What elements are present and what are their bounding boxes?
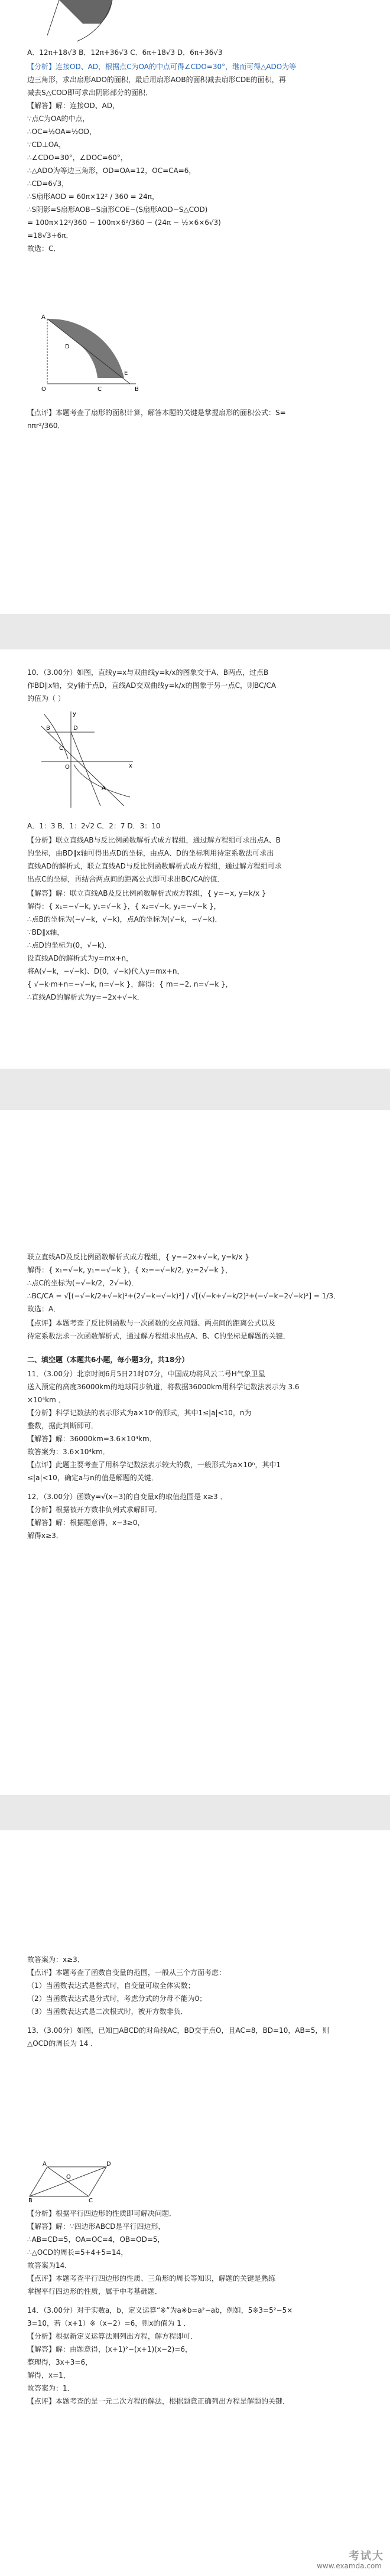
label-x: x: [129, 763, 132, 769]
question-line: 12．（3.00分）函数y=√(x−3)的自变量x的取值范围是 x≥3 ．: [27, 1493, 228, 1501]
analysis-line: 【分析】根据平行四边形的性质即可解决问题．: [27, 2209, 177, 2218]
solution-line: 故选：A．: [27, 1305, 61, 1313]
comment-line: 【点评】本题考查了扇形的面积计算，解答本题的关键是掌握扇形的面积公式：S=: [27, 409, 286, 417]
solution-line: 解得x≥3．: [27, 1532, 63, 1540]
analysis-line: 【分析】根据新定义运算法则列出方程，解方程即可．: [27, 2332, 198, 2340]
figure-hyperbola: [35, 709, 136, 809]
solution-line: 故答案为14．: [27, 2261, 72, 2270]
label-a: A: [43, 2161, 47, 2167]
label-o: O: [65, 764, 70, 770]
solution-line: 【解答】解：由题意得，(x+1)²−(x+1)(x−2)=6，: [27, 2345, 193, 2353]
solution-line: ∴S扇形AOD = 60π×12² / 360 = 24π，: [27, 192, 160, 201]
section-title: 二、填空题（本题共6小题，每小题3分，共18分）: [27, 1356, 189, 1364]
question-11: [27, 1369, 372, 1483]
figure-sector-top: [41, 0, 130, 43]
label-y: y: [73, 711, 76, 717]
comment-line: ≤|a|<10，确定a与n的值是解题的关键．: [27, 1474, 158, 1482]
solution-q9: [27, 100, 372, 254]
label-e: E: [124, 370, 128, 377]
solution-line: 【解答】解：连接OD、AD，: [27, 102, 120, 110]
analysis-q10: [27, 835, 372, 884]
analysis-line: 整数，据此判断即可．: [27, 1422, 99, 1430]
solution-line: 【解答】解：联立直线AB及反比例函数解析式成方程组，{ y=−x, y=k/x }: [27, 889, 266, 897]
analysis-line: 边三角形，求出扇形ADO的面积，最后用扇形AOB的面积减去扇形CDE的面积，再: [27, 76, 286, 84]
question-line: 的值为（ ）: [27, 694, 65, 703]
question-14: [27, 2305, 372, 2407]
solution-line: 故答案为：3.6×10⁴km．: [27, 1448, 110, 1456]
solution-line: ∴S阴影=S扇形AOB−S扇形COE−(S扇形AOD−S△COD): [27, 205, 208, 214]
options-q9: A．12π+18√3 B．12π+36√3 C．6π+18√3 D．6π+36√3: [27, 48, 223, 57]
comment-line: 待定系数法求一次函数解析式，通过解方程组求出点A、B、C的坐标是解题的关键．: [27, 1332, 290, 1340]
question-line: 14．（3.00分）对于实数a，b，定义运算“※”为a※b=a²−ab，例如，5※3=5²−5×: [27, 2306, 293, 2314]
label-b: B: [135, 386, 139, 393]
question-12: [27, 1491, 372, 1541]
solution-line: ∴直线AD的解析式为y=−2x+√−k．: [27, 993, 144, 1001]
analysis-line: 的坐标，由BD∥x轴可得出点D的坐标，由点A、D的坐标利用待定系数法可求出: [27, 849, 274, 857]
analysis-q9: [27, 61, 372, 98]
solution-line: ∴CD=6√3，: [27, 179, 69, 188]
analysis-line: 【分析】连接OD、AD，根据点C为OA的中点可得∠CDO=30°，继而可得△ADO为等: [27, 63, 297, 71]
label-b: B: [28, 2198, 32, 2204]
watermark-url: www.examda.com: [317, 2562, 382, 2570]
solution-line: 故答案为：1．: [27, 2384, 74, 2392]
solution-line: ∴OC=½OA=½OD，: [27, 128, 96, 136]
comment-line: 【点评】本题考查了反比例函数与一次函数的交点问题、两点间的距离公式以及: [27, 1319, 276, 1327]
question-line: △OCD的周长为 14 ．: [27, 2039, 98, 2048]
solution-line: 【解答】解：36000km=3.6×10⁴km．: [27, 1435, 157, 1443]
solution-line: ∴BC/CA = √[(−√−k/2+√−k)²+(2√−k−√−k)²] / √[(√−k+√−k/2)²+(−√−k−2√−k)²] = 1/3．: [27, 1292, 340, 1300]
label-c: C: [89, 2198, 93, 2204]
question-line: 作BD∥x轴，交y轴于点D，直线AD交双曲线y=k/x的图象于另一点C，则BC/CA: [27, 681, 277, 690]
solution-line: ∵CD⊥OA，: [27, 141, 66, 149]
comment-line: 【点评】本题考查平行四边形的性质、三角形的周长等知识，解题的关键是熟练: [27, 2274, 276, 2283]
solution-q10: [27, 888, 372, 1003]
watermark-logo: 考试大: [349, 2550, 384, 2562]
analysis-line: 【分析】根据被开方数非负列式求解即可．: [27, 1506, 162, 1514]
solution-line: = 100π×12²/360 − 100π×6²/360 − (24π − ½×6×6√3): [27, 218, 221, 227]
solution-line: { √−k·m+n=−√−k, n=√−k }，解得：{ m=−2, n=√−k }，: [27, 980, 233, 988]
label-o: O: [66, 2174, 71, 2180]
label-d: D: [73, 725, 78, 732]
comment-q10: [27, 1318, 372, 1341]
solution-line: ∴AB=CD=5，OA=OC=4，OB=OD=5，: [27, 2235, 165, 2244]
solution-line: 整理得，3x+3=6，: [27, 2358, 93, 2366]
analysis-line: 【分析】科学记数法的表示形式为a×10ⁿ的形式，其中1≤|a|<10，n为: [27, 1409, 252, 1417]
solution-line: ∴点C的坐标为(−√−k/2，2√−k)．: [27, 1279, 139, 1287]
label-d: D: [106, 2161, 111, 2167]
solution-line: ∴∠CDO=30°，∠DOC=60°，: [27, 154, 128, 162]
solution-line: ∴△ADO为等边三角形，OD=OA=12，OC=CA=6，: [27, 166, 196, 175]
solution-line: 【解答】解：根据题意得，x−3≥0，: [27, 1519, 145, 1527]
question-line: 13．（3.00分）如图，已知□ABCD的对角线AC，BD交于点O，且AC=8，BD=10，AB=5，则: [27, 2026, 330, 2035]
label-b: B: [46, 725, 50, 732]
figure-parallelogram: [30, 2161, 112, 2202]
analysis-line: 减去S△COD即可求出阴影部分的面积．: [27, 89, 152, 97]
text-line: 【点评】本题考查了函数自变量的范围，一般从三个方面考虑：: [27, 1968, 226, 1977]
page-4: [0, 1830, 390, 2576]
page-3: [0, 1110, 390, 1795]
question-line: 11．（3.00分）北京时间6月5日21时07分，中国成功将风云二号H气象卫星: [27, 1370, 265, 1378]
solution-line: ∵BD∥x轴，: [27, 928, 64, 936]
text-line: （2）当函数表达式是分式时，考虑分式的分母不能为0；: [27, 1994, 207, 2003]
label-a: A: [102, 785, 106, 792]
solution-line: 联立直线AD及反比例函数解析式成方程组，{ y=−2x+√−k, y=k/x }: [27, 1253, 249, 1261]
solution-line: 故选：C．: [27, 244, 61, 253]
text-line: （3）当函数表达式是二次根式时，被开方数非负．: [27, 2007, 188, 2016]
solution-line: =18√3+6π．: [27, 231, 73, 240]
comment-line: 【点评】本题考查的是一元二次方程的解法，根据题意正确列出方程是解题的关键．: [27, 2397, 290, 2405]
comment-line: nπr²/360．: [27, 422, 65, 430]
solution-line: 解得，x=1，: [27, 2371, 70, 2379]
text-line: 故答案为：x≥3．: [27, 1955, 84, 1964]
solution-line: ∴点B的坐标为(−√−k，√−k)，点A的坐标为(√−k，−√−k)．: [27, 915, 222, 923]
figure-sector-1: [41, 307, 142, 396]
question-line: ×10⁴km ．: [27, 1396, 66, 1404]
question-line: 10．（3.00分）如图，直线y=x与双曲线y=k/x的图象交于A、B两点，过点B: [27, 668, 269, 677]
question-line: 送入预定的高度36000km的地球同步轨道，将数据36000km用科学记数法表示为 3.6: [27, 1383, 300, 1391]
label-d: D: [65, 344, 70, 350]
label-c: C: [98, 386, 102, 393]
solution-line: ∴点D的坐标为(0，√−k)．: [27, 941, 112, 949]
question-line: 3=10，若（x+1）※（x−2）=6，则x的值为 1 ．: [27, 2319, 191, 2327]
label-c: C: [59, 745, 63, 752]
analysis-line: 直线AD的解析式，联立直线AD与反比例函数解析式成方程组，通过解方程组可求: [27, 862, 282, 870]
solution-line: 【解答】解：∵四边形ABCD是平行四边形，: [27, 2222, 165, 2231]
solution-line: ∵点C为OA的中点，: [27, 115, 90, 123]
comment-line: 掌握平行四边形的性质，属于中考基础题．: [27, 2287, 162, 2296]
label-a: A: [41, 314, 46, 321]
analysis-line: 出点C的坐标，再结合两点间的距离公式即可求出BC/CA的值．: [27, 875, 225, 883]
solution-line: 设直线AD的解析式为y=mx+n，: [27, 954, 134, 962]
analysis-line: 【分析】联立直线AB与反比例函数解析式成方程组，通过解方程组可求出点A、B: [27, 836, 281, 844]
solution-line: ∴△OCD的周长=5+4+5=14，: [27, 2248, 128, 2257]
question-13: [27, 2025, 372, 2049]
options-q10: A．1：3 B．1：2√2 C．2：7 D．3：10: [27, 822, 161, 830]
solution-line: 解得：{ x₁=√−k, y₁=−√−k }，{ x₂=−√−k/2, y₂=2√−k }，: [27, 1266, 232, 1274]
solution-line: 将A(√−k，−√−k)、D(0，√−k)代入y=mx+n，: [27, 967, 184, 975]
solution-line: 解得：{ x₁=−√−k, y₁=√−k }，{ x₂=√−k, y₂=−√−k }，: [27, 902, 221, 910]
comment-line: 【点评】此题主要考查了用科学记数法表示较大的数，一般形式为a×10ⁿ，其中1: [27, 1461, 281, 1469]
label-o: O: [41, 386, 46, 393]
text-line: （1）当函数表达式是整式时，自变量可取全体实数；: [27, 1981, 195, 1990]
page-1: [0, 0, 390, 614]
page-2: [0, 649, 390, 1069]
